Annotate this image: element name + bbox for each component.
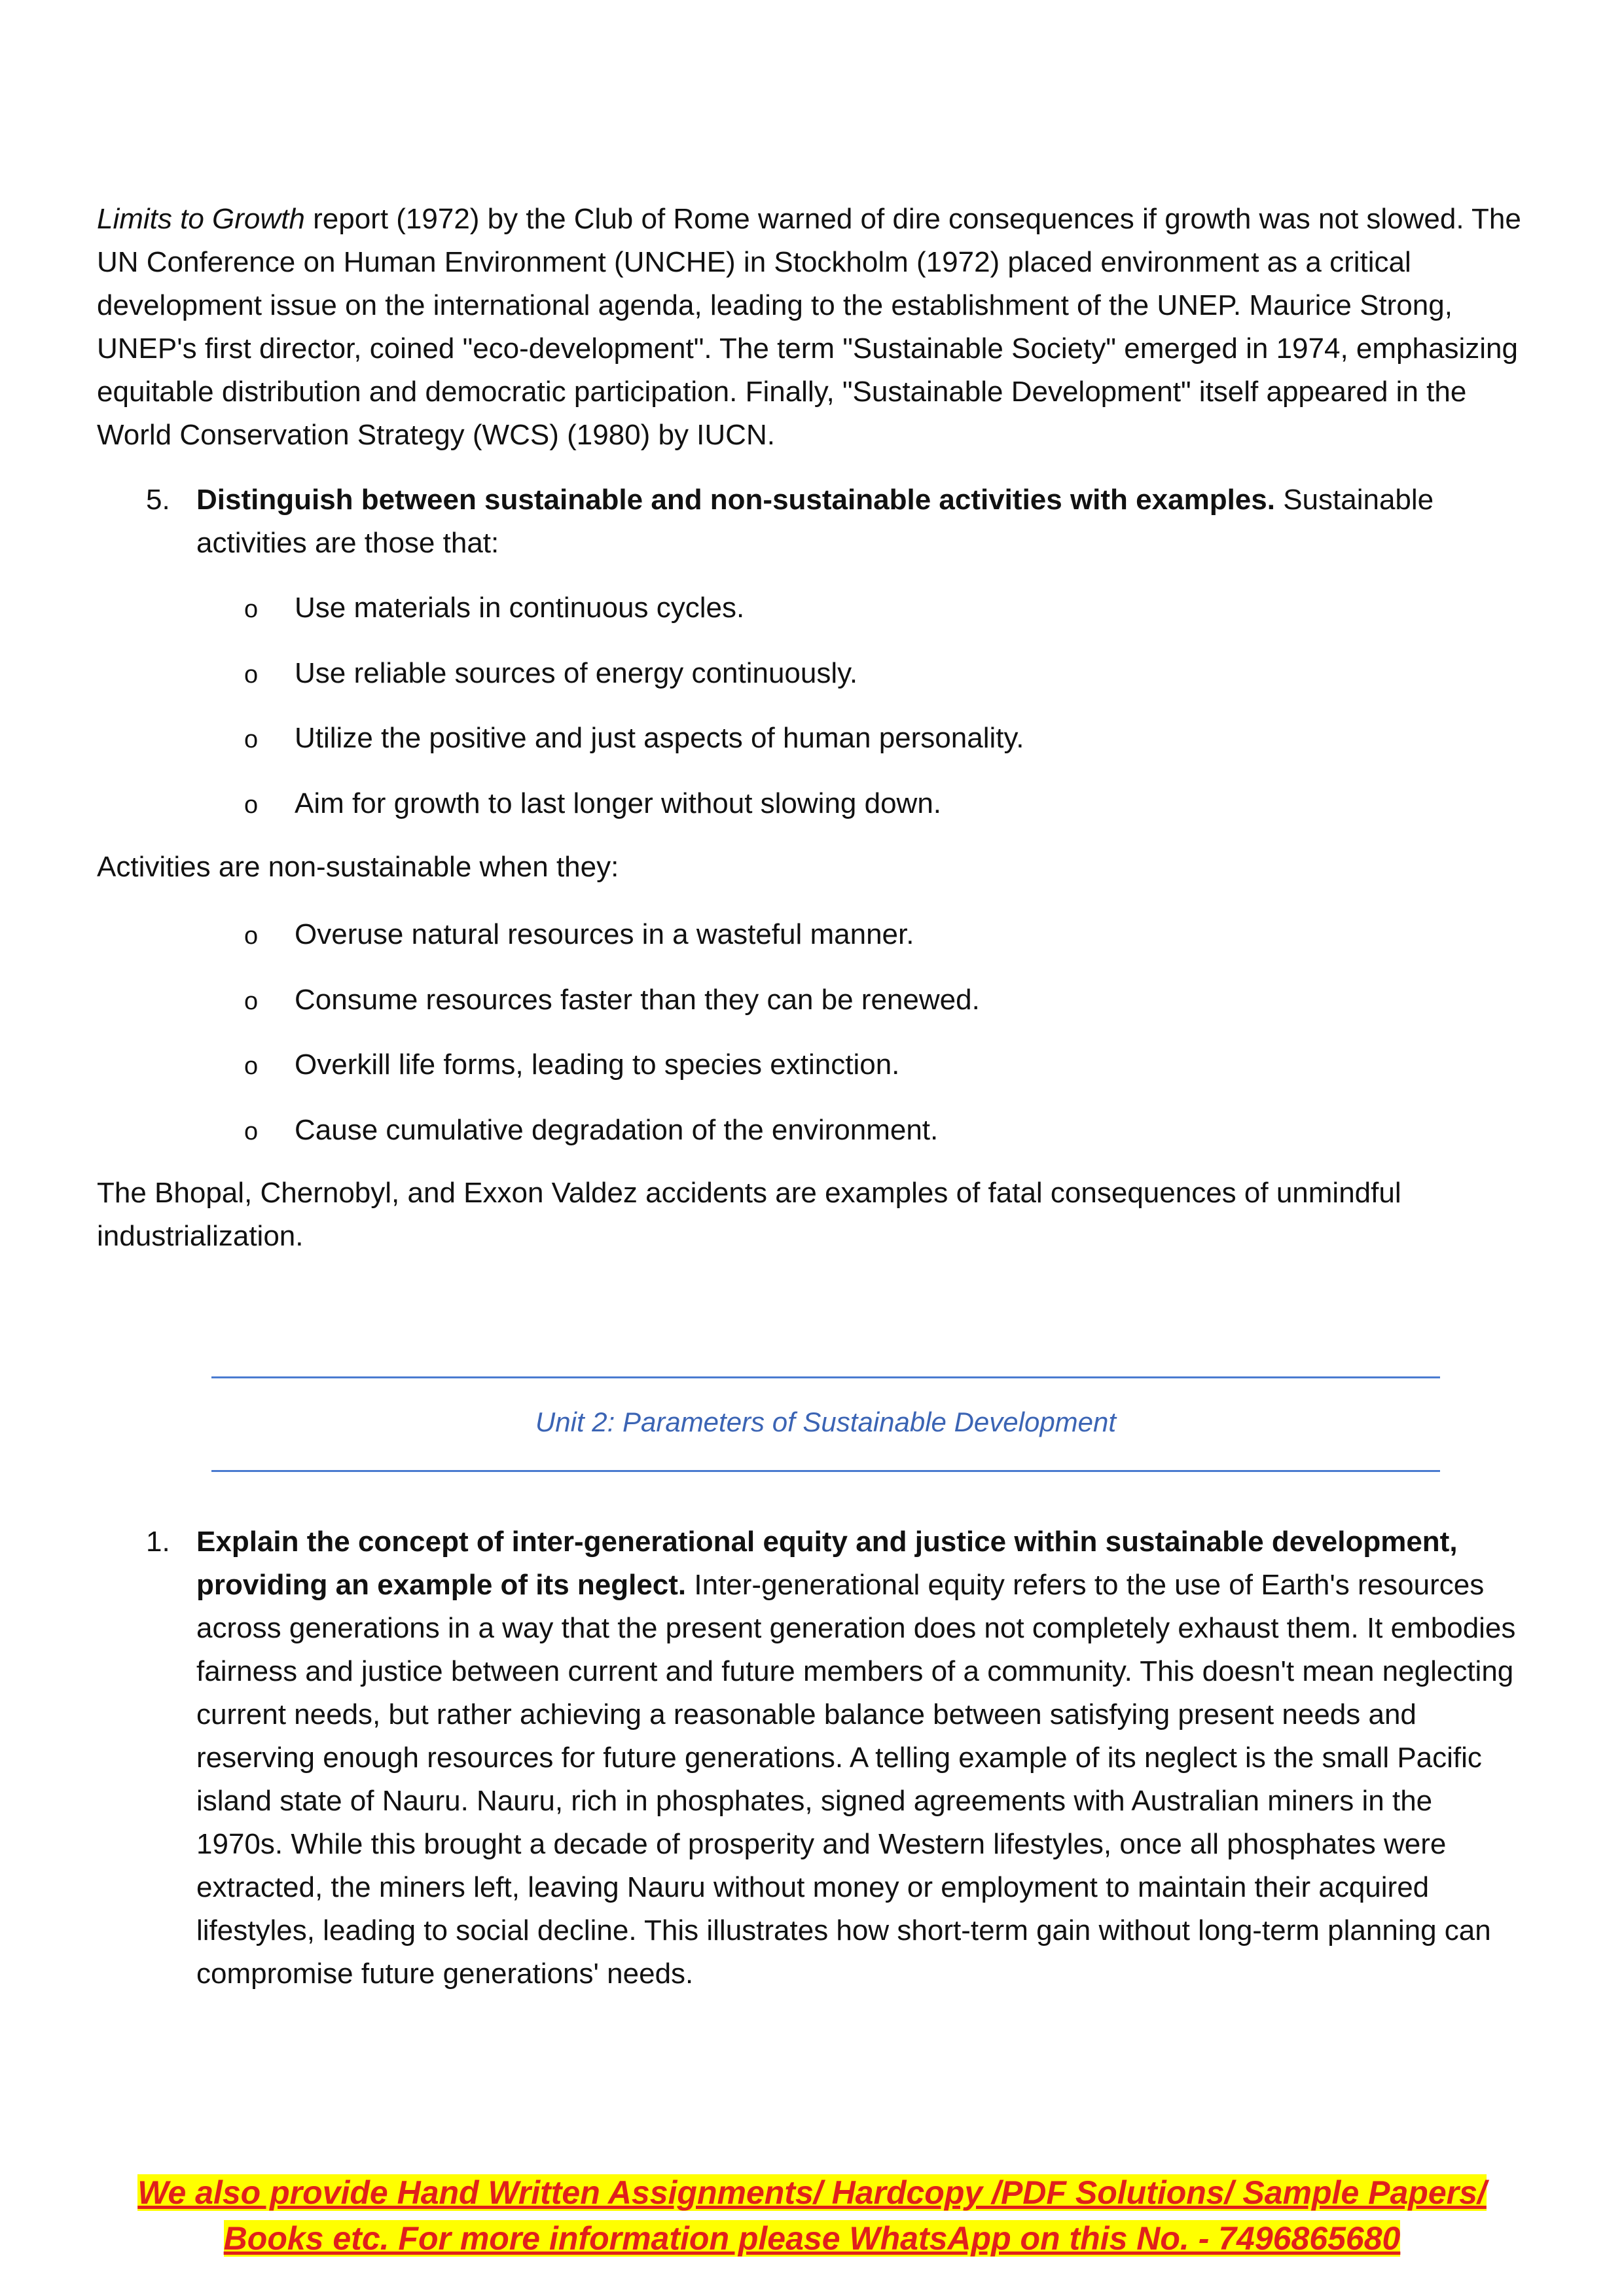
- bullet-text: Consume resources faster than they can be renewed.: [295, 984, 980, 1016]
- list-item: [97, 717, 1524, 760]
- promo-banner: [131, 2170, 1493, 2261]
- list-item: [97, 913, 1524, 956]
- question-body: [196, 1520, 1524, 1996]
- bullet-marker: o: [244, 596, 259, 623]
- report-title: Limits to Growth: [97, 203, 305, 235]
- question-bold: Explain the concept of inter-generational equity and justice within sustainable development, providing an example of its neglect.: [196, 1526, 1458, 1601]
- unit2-question-1: [97, 1520, 1524, 2044]
- question-text: Sustainable activities are those that:: [196, 484, 1434, 559]
- bullet-text: Aim for growth to last longer without slowing down.: [295, 787, 942, 819]
- bullet-marker: o: [244, 922, 259, 950]
- question-bold: Distinguish between sustainable and non-sustainable activities with examples.: [196, 484, 1275, 516]
- bullet-text: Overkill life forms, leading to species extinction.: [295, 1049, 900, 1081]
- question-text: Inter-generational equity refers to the use of Earth's resources across generations in a way that the present generation does not completely exhaust them. It embodies fairness and justice between current and future members of a community. This doesn't mean neglecting current needs, but rather achieving a reasonable balance between satisfying present needs and reserving enough resources for future generations. A telling example of its neglect is the small Pacific island state of Nauru. Nauru, rich in phosphates, signed agreements with Australian miners in the 1970s. While this brought a decade of prosperity and Western lifestyles, once all phosphates were extracted, the miners left, leaving Nauru without money or employment to maintain their acquired lifestyles, leading to social decline. This illustrates how short-term gain without long-term planning can compromise future generations' needs.: [196, 1569, 1516, 1990]
- list-item: [97, 1043, 1524, 1086]
- bullet-text: Use materials in continuous cycles.: [295, 592, 745, 624]
- bullet-marker: o: [244, 1118, 259, 1145]
- list-item: [97, 782, 1524, 825]
- bullet-marker: o: [244, 661, 259, 689]
- accidents-paragraph: The Bhopal, Chernobyl, and Exxon Valdez accidents are examples of fatal consequences of unmindful industrialization.: [97, 1177, 1401, 1252]
- promo-line-1: We also provide Hand Written Assignments/ Hardcopy /PDF Solutions/ Sample Papers/: [137, 2174, 1487, 2211]
- non-sustainable-intro: Activities are non-sustainable when they:: [97, 851, 619, 883]
- bullet-text: Utilize the positive and just aspects of human personality.: [295, 722, 1024, 754]
- promo-line-2: Books etc. For more information please WhatsApp on this No. - 7496865680: [223, 2220, 1401, 2257]
- unit-heading: Unit 2: Parameters of Sustainable Development: [535, 1407, 1117, 1437]
- intro-text: report (1972) by the Club of Rome warned of dire consequences if growth was not slowed. The UN Conference on Human Environment (UNCHE) in Stockholm (1972) placed environment as a critical development issue on the international agenda, leading to the establishment of the UNEP. Maurice Strong, UNEP's first director, coined "eco-development". The term "Sustainable Society" emerged in 1974, emphasizing equitable distribution and democratic participation. Finally, "Sustainable Development" itself appeared in the World Conservation Strategy (WCS) (1980) by IUCN.: [97, 203, 1521, 451]
- question-5: [97, 478, 1524, 570]
- list-item: [97, 1109, 1524, 1152]
- bullet-marker: o: [244, 1052, 259, 1080]
- question-number: 5.: [146, 484, 170, 516]
- bullet-marker: o: [244, 791, 259, 819]
- bullet-text: Use reliable sources of energy continuously.: [295, 657, 858, 689]
- heading-divider-bottom: [211, 1470, 1440, 1472]
- list-item: [97, 978, 1524, 1022]
- bullet-marker: o: [244, 726, 259, 753]
- bullet-text: Overuse natural resources in a wasteful manner.: [295, 918, 914, 950]
- question-body: [196, 478, 1524, 565]
- heading-divider-top: [211, 1376, 1440, 1378]
- bullet-marker: o: [244, 988, 259, 1015]
- list-item: [97, 652, 1524, 695]
- question-number: 1.: [146, 1526, 170, 1558]
- bullet-text: Cause cumulative degradation of the environment.: [295, 1114, 939, 1146]
- list-item: [97, 586, 1524, 630]
- intro-paragraph: [97, 198, 1524, 457]
